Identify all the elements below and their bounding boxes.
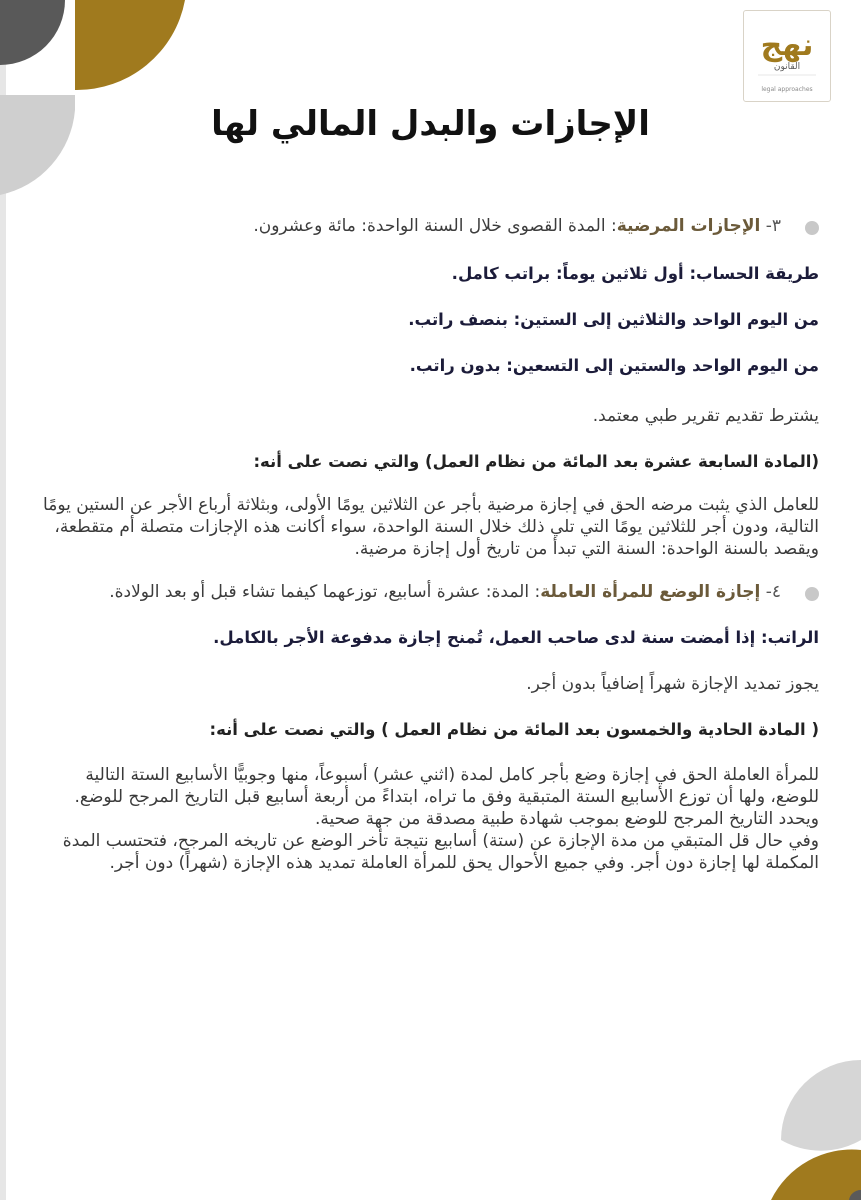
medical-report-note: يشترط تقديم تقرير طبي معتمد.	[592, 406, 819, 426]
item-number: ٤-	[765, 582, 781, 602]
svg-text:القانون: القانون	[773, 62, 801, 72]
bullet-dot-icon	[805, 221, 819, 235]
maternity-text: : المدة: عشرة أسابيع، توزعهما كيفما تشاء قبل أو بعد الولادة.	[109, 582, 541, 602]
document-body	[40, 214, 819, 874]
calc-line-1: طريقة الحساب: أول ثلاثين يوماً: براتب كامل.	[451, 264, 819, 283]
brand-logo	[743, 10, 831, 102]
article-117-heading: (المادة السابعة عشرة بعد المائة من نظام العمل) والتي نصت على أنه:	[253, 452, 819, 471]
extension-note: يجوز تمديد الإجازة شهراً إضافياً بدون أجر.	[526, 674, 819, 694]
article-151-heading: ( المادة الحادية والخمسون بعد المائة من نظام العمل ) والتي نصت على أنه:	[209, 720, 819, 739]
sick-leave-heading: الإجازات المرضية	[616, 216, 761, 236]
maternity-item	[40, 580, 819, 604]
sick-leave-item	[40, 214, 819, 238]
article-151-body-2: وفي حال قل المتبقي من مدة الإجازة عن (ستة) أسابيع نتيجة تأخر الوضع عن تاريخه المرجح، فتحتسب المدة المكملة لها إجازة دون أجر. وفي جميع الأحوال يحق للمرأة العاملة تمديد هذه الإجازة (شهراً) دون أجر.	[62, 831, 819, 873]
item-number: ٣-	[765, 216, 781, 236]
maternity-heading: إجازة الوضع للمرأة العاملة	[540, 582, 761, 602]
sick-leave-text: : المدة القصوى خلال السنة الواحدة: مائة وعشرون.	[253, 216, 617, 236]
salary-line: الراتب: إذا أمضت سنة لدى صاحب العمل، تُمنح إجازة مدفوعة الأجر بالكامل.	[213, 628, 819, 647]
article-117-body: للعامل الذي يثبت مرضه الحق في إجازة مرضية بأجر عن الثلاثين يومًا الأولى، وبثلاثة أرباع الأجر عن الستين يومًا التالية، ودون أجر للثلاثين يومًا التي تلي ذلك خلال السنة الواحدة، سواء أكانت هذه الإجازات متصلة أم متقطعة، ويقصد بالسنة الواحدة: السنة التي تبدأ من تاريخ أول إجازة مرضية.	[43, 495, 819, 559]
article-151-body-1: للمرأة العاملة الحق في إجازة وضع بأجر كامل لمدة (اثني عشر) أسبوعاً، منها وجوبيًّا الأسابيع الستة التالية للوضع، ولها أن توزع الأسابيع الستة المتبقية وفق ما تراه، ابتداءً من أربعة أسابيع قبل التاريخ المرجح للوضع. ويحدد التاريخ المرجح للوضع بموجب شهادة طبية مصدقة من جهة صحية.	[74, 765, 819, 829]
page-title: الإجازات والبدل المالي لها	[211, 104, 650, 144]
calc-line-3: من اليوم الواحد والستين إلى التسعين: بدون راتب.	[409, 356, 819, 375]
bullet-dot-icon	[805, 587, 819, 601]
calc-line-2: من اليوم الواحد والثلاثين إلى الستين: بنصف راتب.	[408, 310, 819, 329]
decorative-corner-bottom-right	[721, 1040, 861, 1200]
decorative-corner-top-left	[0, 0, 200, 200]
svg-text:legal approaches: legal approaches	[761, 86, 813, 93]
logo-mark	[744, 11, 830, 101]
svg-text:نهج: نهج	[760, 28, 814, 63]
